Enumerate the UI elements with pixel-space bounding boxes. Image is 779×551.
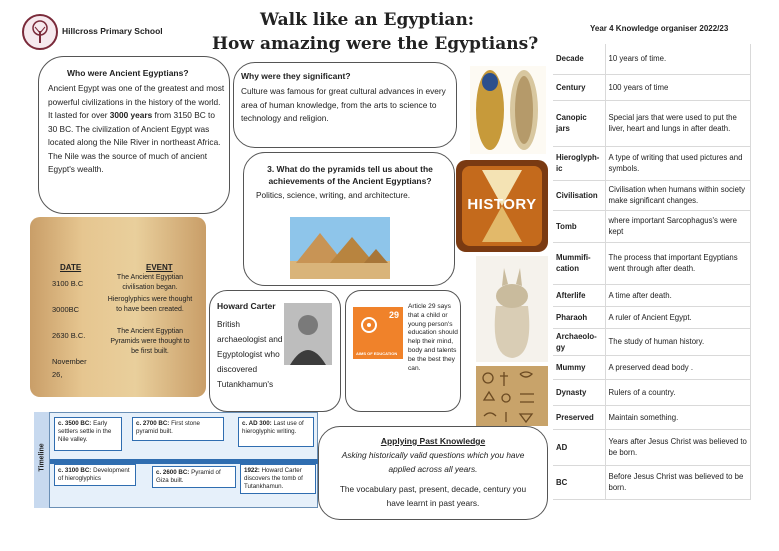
vocab-row — [553, 405, 751, 429]
carter-box — [209, 290, 341, 412]
vocab-term: Mummifi-cation — [553, 242, 605, 284]
vocab-term: Archaeolo-gy — [553, 328, 605, 355]
vocab-row — [553, 146, 751, 180]
vocab-definition: Civilisation when humans within society make significant changes. — [605, 180, 751, 210]
vocab-row — [553, 210, 751, 242]
carter-text: British archaeologist and Egyptologist who discovered Tutankhamun's — [217, 319, 283, 389]
vocab-definition: A ruler of Ancient Egypt. — [605, 306, 751, 328]
vocab-row — [553, 465, 751, 499]
timeline-event-1: c. 3500 BC: Early settlers settle in the Nile valley. — [54, 417, 122, 451]
history-label: HISTORY — [467, 196, 537, 213]
applying-box — [318, 426, 548, 520]
canopic-jar-photo — [476, 256, 548, 362]
hieroglyphs-photo — [476, 366, 548, 426]
carter-heading: Howard Carter — [217, 301, 276, 311]
vocab-definition: The process that important Egyptians went through after death. — [605, 242, 751, 284]
vocab-row — [553, 180, 751, 210]
vocab-definition: Before Jesus Christ was believed to be born. — [605, 465, 751, 499]
timeline-event-4: c. 3100 BC: Development of hieroglyphics — [54, 464, 136, 486]
page-title-line2: How amazing were the Egyptians? — [212, 34, 539, 54]
scroll-date-3: 2630 B.C. — [52, 331, 86, 340]
timeline-event-2: c. 2700 BC: First stone pyramid built. — [132, 417, 224, 441]
vocab-term: BC — [553, 465, 605, 499]
vocab-term: Hieroglyph-ic — [553, 146, 605, 180]
vocab-definition: Special jars that were used to put the liver, heart and lungs in after death. — [605, 100, 751, 146]
scroll-event-2: Hieroglyphics were thought to have been created. — [107, 296, 193, 313]
scroll-event-3: The Ancient Egyptian Pyramids were thought to be first built. — [110, 328, 190, 355]
scroll-date-1: 3100 B.C — [52, 279, 84, 288]
carter-portrait — [284, 303, 332, 365]
pyramids-heading: 3. What do the pyramids tell us about the achievements of the Ancient Egyptians? — [267, 164, 433, 186]
vocab-row — [553, 328, 751, 355]
timeline-event-3: c. AD 300: Last use of hieroglyphic writing. — [238, 417, 314, 447]
scroll-event-1: The Ancient Egyptian civilisation began. — [116, 274, 184, 291]
pyramids-text: Politics, science, writing, and architecture. — [256, 190, 411, 200]
education-goal-icon: 29 AIMS OF EDUCATION — [353, 307, 403, 359]
vocab-term: Century — [553, 74, 605, 100]
vocab-definition: 100 years of time — [605, 74, 751, 100]
article-text: Article 29 says that a child or young person's education should help their mind, body and talents be the best they can. — [408, 303, 458, 372]
year-label: Year 4 Knowledge organiser 2022/23 — [590, 24, 729, 33]
pyramids-box — [243, 152, 455, 286]
timeline-event-6: 1922: Howard Carter discovers the tomb of Tutankhamun. — [240, 464, 316, 494]
vocab-term: Civilisation — [553, 180, 605, 210]
vocab-definition: Years after Jesus Christ was believed to be born. — [605, 429, 751, 465]
vocab-row — [553, 306, 751, 328]
sarcophagus-photo — [470, 66, 546, 154]
dates-scroll — [30, 217, 206, 397]
vocabulary-table — [553, 44, 751, 500]
vocab-definition: A type of writing that used pictures and symbols. — [605, 146, 751, 180]
vocab-row — [553, 100, 751, 146]
vocab-definition: Rulers of a country. — [605, 379, 751, 405]
school-logo — [22, 14, 58, 50]
vocab-term: Decade — [553, 44, 605, 74]
applying-heading: Applying Past Knowledge — [380, 436, 486, 446]
vocab-term: AD — [553, 429, 605, 465]
vocab-definition: A preserved dead body . — [605, 355, 751, 379]
event-header: EVENT — [146, 263, 173, 272]
vocab-definition: Maintain something. — [605, 405, 751, 429]
vocab-definition: 10 years of time. — [605, 44, 751, 74]
who-text: Ancient Egypt was one of the greatest and most powerful civilizations in the history of the world. It lasted for over 3000 years from 3150 BC to 30 BC. The civilization of Ancient Egypt was located along the Nile River in northeast Africa. The Nile was the source of much of ancient Egypt's wealth. — [48, 83, 225, 174]
scroll-date-2: 3000BC — [52, 305, 80, 314]
vocab-term: Pharaoh — [553, 306, 605, 328]
vocab-row — [553, 44, 751, 74]
applying-text-1: Asking historically valid questions which you have applied across all years. — [341, 450, 525, 474]
date-header: DATE — [60, 263, 82, 272]
article-box — [345, 290, 461, 412]
why-heading: Why were they significant? — [241, 71, 351, 81]
vocab-term: Preserved — [553, 405, 605, 429]
applying-text-2: The vocabulary past, present, decade, century you have learnt in past years. — [339, 484, 527, 508]
school-name: Hillcross Primary School — [62, 26, 163, 36]
page-title-line1: Walk like an Egyptian: — [260, 10, 475, 30]
vocab-term: Tomb — [553, 210, 605, 242]
vocab-definition: where important Sarcophagus's were kept — [605, 210, 751, 242]
vocab-term: Dynasty — [553, 379, 605, 405]
tree-icon — [27, 19, 53, 45]
pyramids-photo — [290, 217, 390, 279]
vocab-term: Canopic jars — [553, 100, 605, 146]
vocab-term: Afterlife — [553, 284, 605, 306]
vocab-row — [553, 74, 751, 100]
why-box — [233, 62, 457, 148]
timeline-label-bar — [34, 412, 50, 508]
who-heading: Who were Ancient Egyptians? — [67, 68, 189, 78]
vocab-row — [553, 379, 751, 405]
timeline-label: Timeline — [38, 443, 46, 472]
timeline-event-5: c. 2600 BC: Pyramid of Giza built. — [152, 466, 236, 488]
why-text: Culture was famous for great cultural advances in every area of human knowledge, from the arts to science to technology and religion. — [241, 86, 446, 123]
vocab-row — [553, 355, 751, 379]
vocab-definition: A time after death. — [605, 284, 751, 306]
vocab-row — [553, 284, 751, 306]
vocab-term: Mummy — [553, 355, 605, 379]
vocab-definition: The study of human history. — [605, 328, 751, 355]
scroll-date-4: November 26, — [52, 357, 87, 379]
vocab-row — [553, 429, 751, 465]
vocab-row — [553, 242, 751, 284]
who-box — [38, 56, 230, 214]
